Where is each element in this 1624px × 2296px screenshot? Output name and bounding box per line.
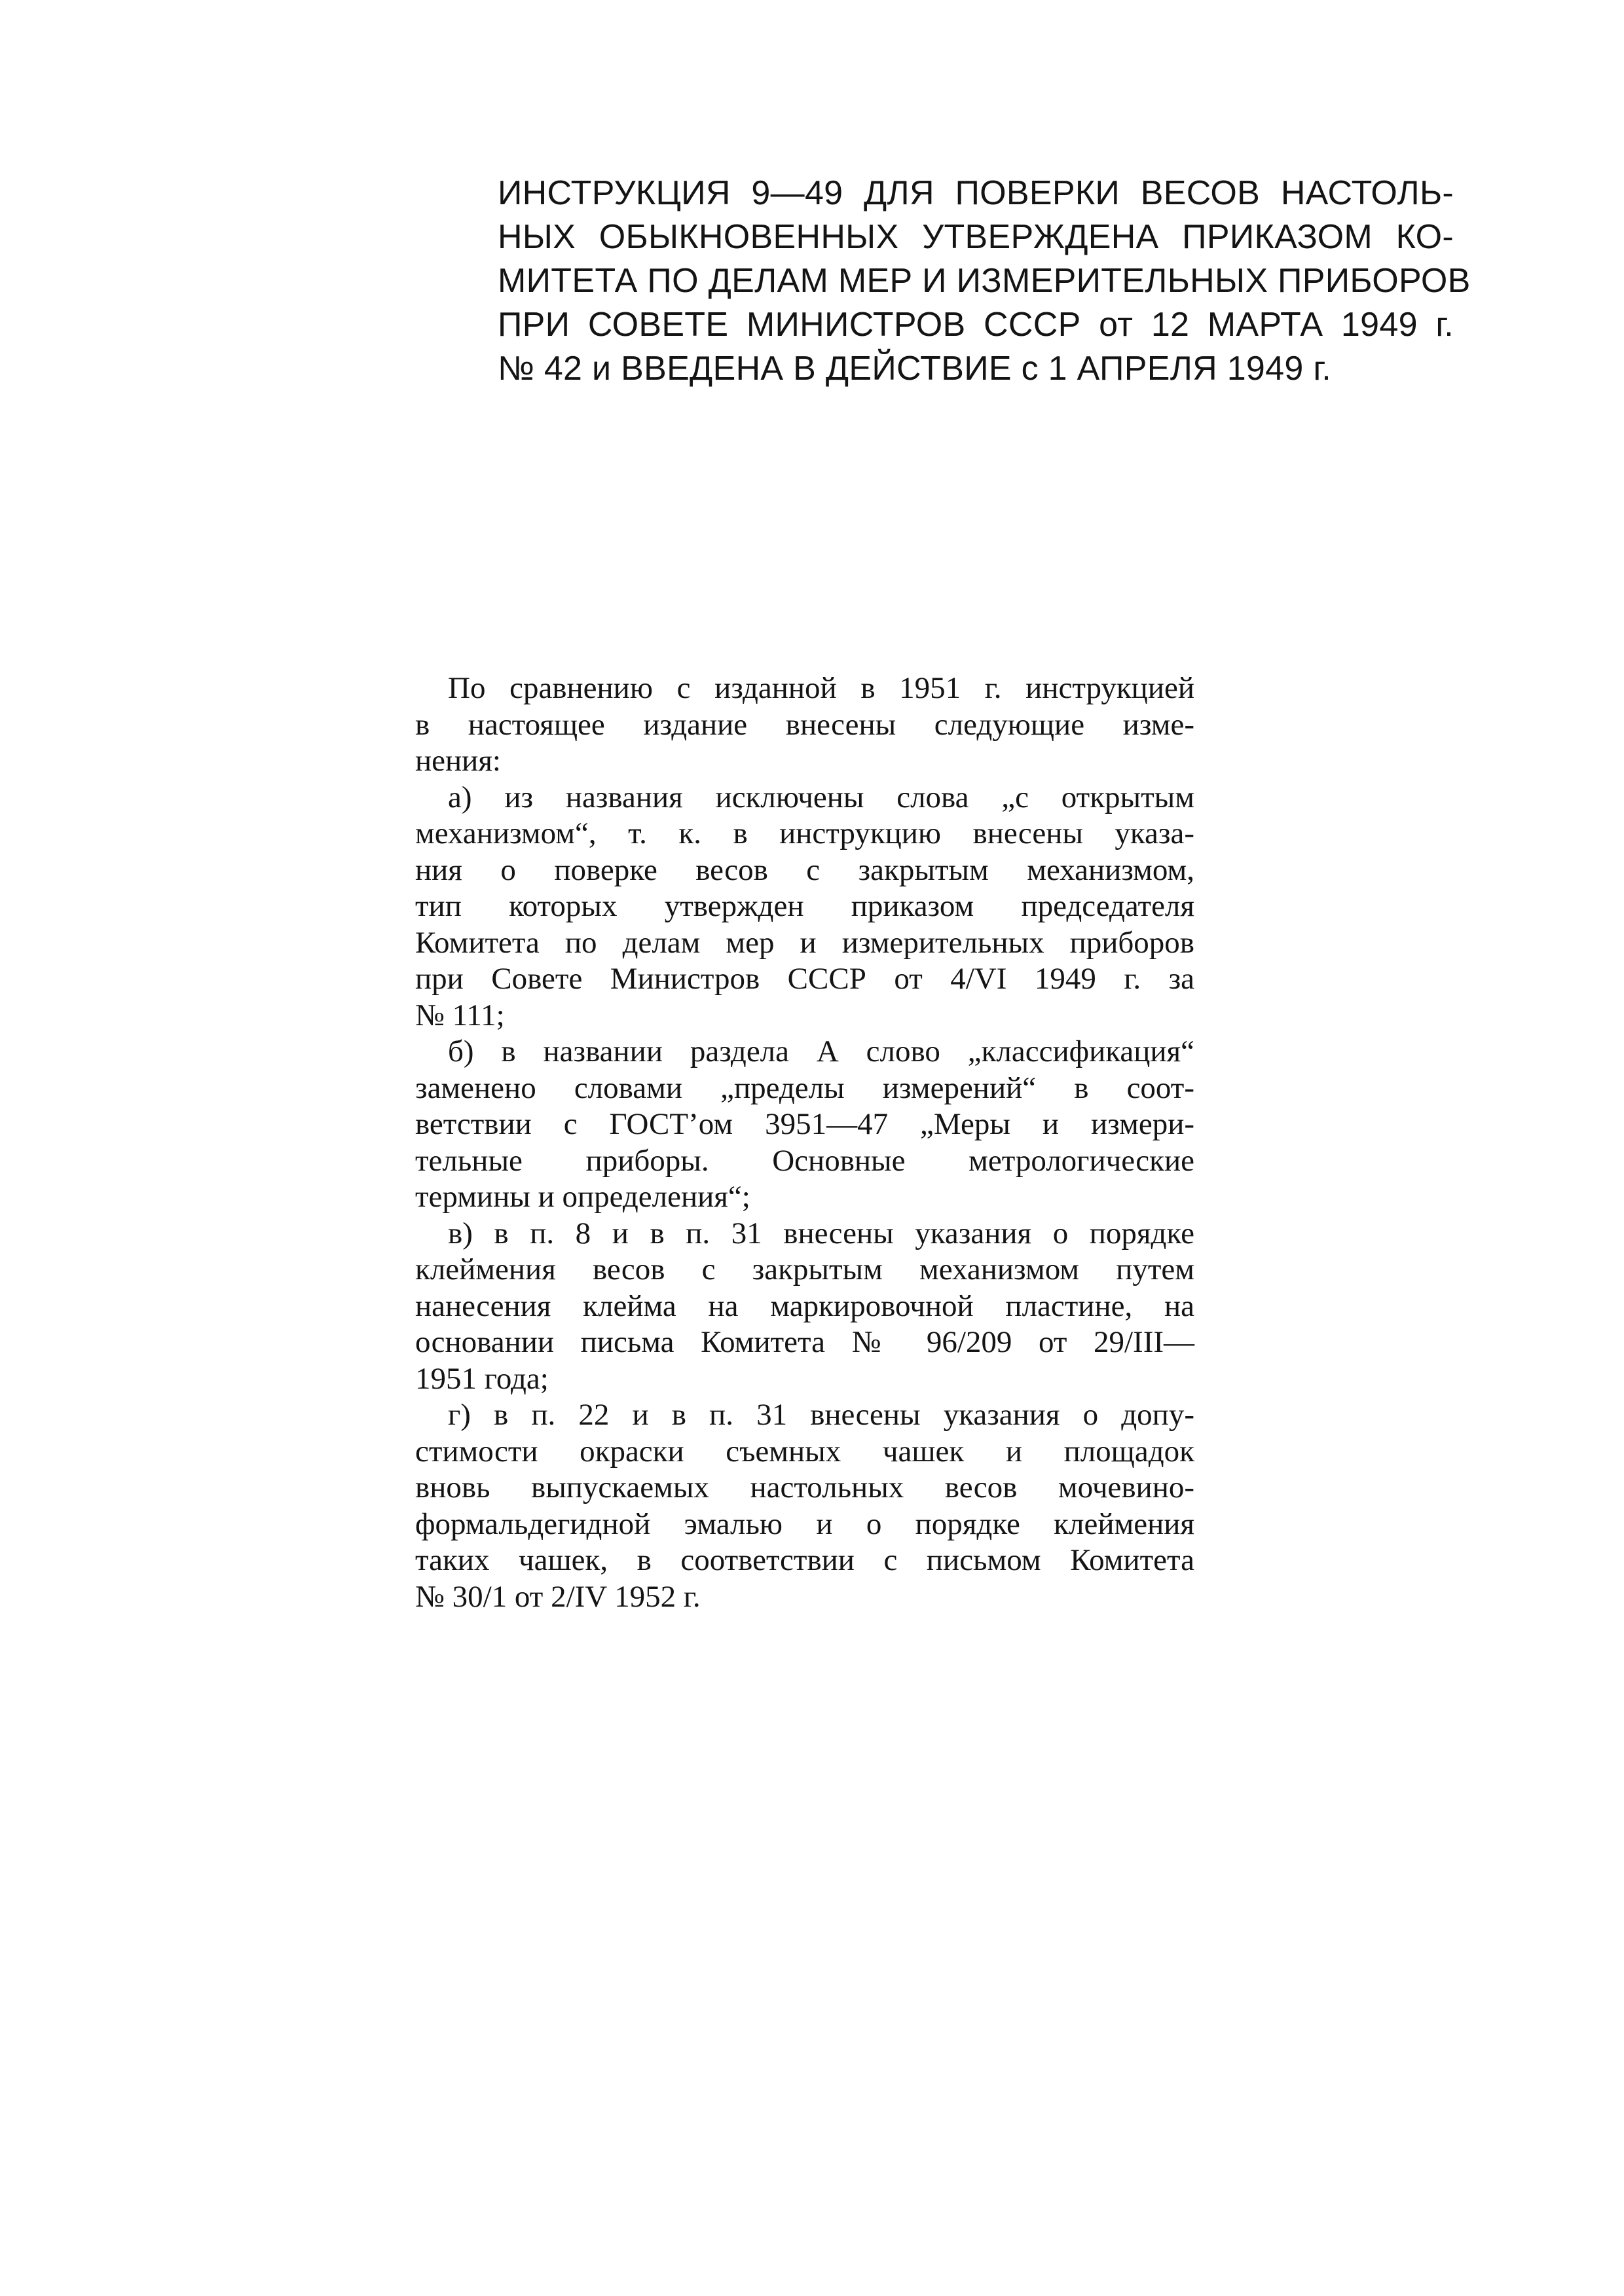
amendment-item-b: [415, 1034, 1194, 1216]
text-line: в настоящее издание внесены следующие изме-: [415, 707, 1194, 742]
text-line: нения:: [415, 744, 501, 778]
text-line: б) в названии раздела А слово „классификация“: [448, 1034, 1194, 1068]
title-line: ИНСТРУКЦИЯ 9—49 ДЛЯ ПОВЕРКИ ВЕСОВ НАСТОЛЬ-: [498, 174, 1454, 212]
title-line: № 42 и ВВЕДЕНА В ДЕЙСТВИЕ с 1 АПРЕЛЯ 1949 г.: [498, 350, 1332, 388]
text-line: механизмом“, т. к. в инструкцию внесены указа-: [415, 816, 1194, 850]
text-line: основании письма Комитета № 96/209 от 29/III—: [415, 1325, 1194, 1359]
text-line: формальдегидной эмалью и о порядке клеймения: [415, 1506, 1194, 1541]
amendment-item-g: [415, 1397, 1194, 1615]
note-intro: [415, 670, 1194, 780]
text-line: в) в п. 8 и в п. 31 внесены указания о порядке: [448, 1216, 1194, 1250]
text-line: г) в п. 22 и в п. 31 внесены указания о допу-: [448, 1398, 1194, 1432]
amendment-item-a: [415, 780, 1194, 1034]
text-line: вновь выпускаемых настольных весов мочевино-: [415, 1470, 1194, 1504]
text-line: а) из названия исключены слова „с открытым: [448, 780, 1194, 814]
text-line: стимости окраски съемных чашек и площадок: [415, 1434, 1194, 1468]
amendments-note: [415, 670, 1194, 1615]
text-line: клеймения весов с закрытым механизмом путем: [415, 1252, 1194, 1286]
title-line: МИТЕТА ПО ДЕЛАМ МЕР И ИЗМЕРИТЕЛЬНЫХ ПРИБОРОВ: [498, 262, 1471, 300]
text-line: ветствии с ГОСТ’ом 3951—47 „Меры и измери-: [415, 1107, 1194, 1141]
text-line: таких чашек, в соответствии с письмом Комитета: [415, 1543, 1194, 1577]
text-line: тельные приборы. Основные метрологические: [415, 1143, 1194, 1178]
text-line: По сравнению с изданной в 1951 г. инструкцией: [448, 671, 1194, 705]
text-line: термины и определения“;: [415, 1180, 750, 1214]
text-line: при Совете Министров СССР от 4/VI 1949 г. за: [415, 962, 1194, 996]
text-line: ния о поверке весов с закрытым механизмом,: [415, 852, 1194, 887]
title-line: ПРИ СОВЕТЕ МИНИСТРОВ СССР от 12 МАРТА 1949 г.: [498, 306, 1454, 344]
text-line: заменено словами „пределы измерений“ в соот-: [415, 1070, 1194, 1105]
title-line: НЫХ ОБЫКНОВЕННЫХ УТВЕРЖДЕНА ПРИКАЗОМ КО-: [498, 218, 1454, 256]
text-line: тип которых утвержден приказом председателя: [415, 889, 1194, 923]
text-line: нанесения клейма на маркировочной пластине, на: [415, 1288, 1194, 1323]
text-line: Комитета по делам мер и измерительных приборов: [415, 925, 1194, 960]
amendment-item-v: [415, 1216, 1194, 1398]
document-title: [498, 172, 1471, 391]
text-line: 1951 года;: [415, 1361, 549, 1396]
text-line: № 111;: [415, 998, 505, 1032]
text-line: № 30/1 от 2/IV 1952 г.: [415, 1579, 701, 1614]
